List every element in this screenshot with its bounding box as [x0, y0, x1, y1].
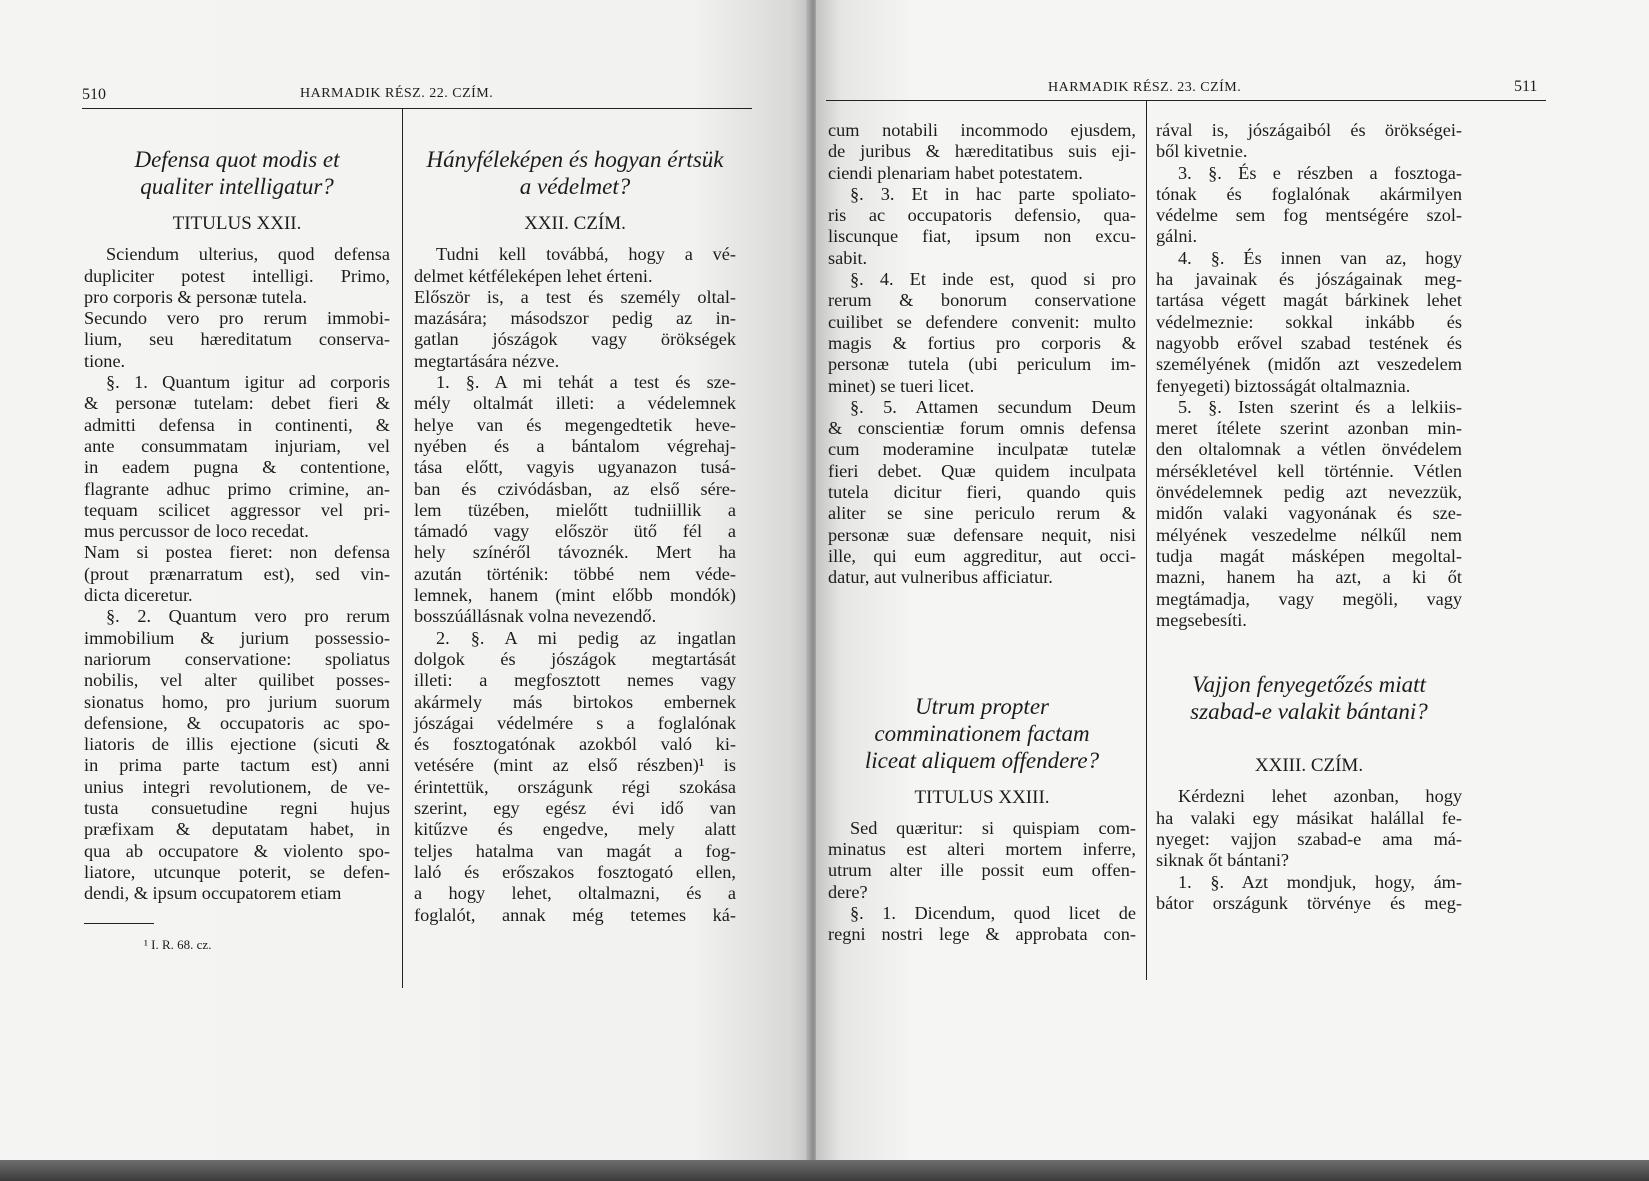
- text-line: lemnek, hanem (mint előbb mondók): [414, 585, 736, 606]
- text-line: tione.: [84, 350, 126, 371]
- text-line: cum notabili incommodo ejusdem,: [828, 120, 1136, 140]
- text-line: mazni, hanem ha azt, a ki őt: [1156, 567, 1462, 588]
- text-line: præfixam & deputatam habet, in: [84, 819, 390, 840]
- text-line: Tudni kell továbbá, hogy a vé-: [436, 244, 736, 265]
- text-line: personæ suæ defensare nequit, nisi: [828, 524, 1136, 545]
- latin-titulus: TITULUS XXII.: [172, 213, 302, 234]
- text-line: gatlan jószágok vagy örökségek: [414, 329, 736, 350]
- hungarian-text-bottom: [1156, 786, 1462, 914]
- text-line: nyében és a bántalom végrehaj-: [414, 435, 736, 456]
- text-line: qua ab occupatore & violento spo-: [84, 840, 390, 861]
- text-line: minatus est alteri mortem inferre,: [828, 839, 1136, 860]
- text-line: illeti: a megfosztott nemes vagy: [414, 670, 736, 691]
- text-line: rerum & bonorum conservatione: [828, 290, 1136, 311]
- text-line: Sciendum ulterius, quod defensa: [106, 244, 390, 265]
- text-line: in eadem pugna & contentione,: [84, 457, 390, 478]
- text-line: a hogy lehet, oltalmazni, és a: [414, 883, 736, 904]
- text-line: tónak és foglalónak akármilyen: [1156, 183, 1462, 204]
- text-line: de juribus & hæreditatibus suis eji-: [828, 141, 1136, 162]
- text-line: megtartására nézve.: [414, 350, 560, 371]
- text-line: §. 4. Et inde est, quod si pro: [850, 269, 1136, 290]
- text-line: helye van és megengedtetik heve-: [414, 414, 736, 435]
- text-line: 1. §. A mi tehát a test és sze-: [436, 372, 736, 393]
- text-line: defensione, & occupatoris ac spo-: [84, 712, 390, 733]
- hungarian-column-right: [1156, 120, 1462, 914]
- hungarian-column: [414, 146, 736, 926]
- text-line: ből kivetnie.: [1156, 141, 1248, 162]
- text-line: teljes hatalma van magát a fog-: [414, 840, 736, 861]
- text-line: ante consummatam injuriam, vel: [84, 435, 390, 456]
- left-page-number: 510: [82, 86, 106, 103]
- text-line: §. 5. Attamen secundum Deum: [850, 396, 1136, 417]
- text-line: foglalót, annak még tetemes ká-: [414, 904, 736, 925]
- text-line: tequam scilicet aggressor vel pri-: [84, 499, 390, 520]
- text-line: dicta diceretur.: [84, 585, 193, 606]
- right-page-number: 511: [1514, 78, 1538, 95]
- text-line: mus percussor de loco recedat.: [84, 521, 309, 542]
- text-line: den oltalomnak a vétlen önvédelem: [1156, 439, 1462, 460]
- text-line: és fosztogatónak azokból való ki-: [414, 734, 736, 755]
- right-running-header: HARMADIK RÉSZ. 23. CZÍM.: [1048, 80, 1242, 95]
- hungarian-text-top: [1156, 120, 1462, 631]
- text-line: Nam si postea fieret: non defensa: [84, 542, 390, 563]
- text-line: ris ac occupatoris defensio, qua-: [828, 205, 1136, 226]
- latin-column: [84, 146, 390, 955]
- text-line: liatore, utcunque poterit, se defen-: [84, 861, 390, 882]
- text-line: akármely más birtokos embernek: [414, 691, 736, 712]
- text-line: liscunque fiat, ipsum non excu-: [828, 226, 1136, 247]
- text-line: mérsékletével kell történnie. Vétlen: [1156, 460, 1462, 481]
- footnote-rule: [84, 923, 154, 924]
- right-page: [816, 0, 1649, 1181]
- right-header-rule: [826, 100, 1546, 101]
- text-line: nariorum conservatione: spoliatus: [84, 648, 390, 669]
- text-line: megtámadja, vagy megöli, vagy: [1156, 588, 1462, 609]
- text-line: lem tüzében, mielőtt tudniillik a: [414, 499, 736, 520]
- text-line: gálni.: [1156, 226, 1198, 247]
- hungarian-titulus: XXII. CZÍM.: [524, 213, 626, 234]
- text-line: 4. §. És innen van az, hogy: [1178, 247, 1462, 268]
- latin-titulus-right: TITULUS XXIII.: [914, 786, 1050, 808]
- text-line: 1. §. Azt mondjuk, hogy, ám-: [1178, 871, 1462, 892]
- text-line: támadó vagy először ütő fél a: [414, 521, 736, 542]
- text-line: dendi, & ipsum occupatorem etiam: [84, 883, 342, 904]
- text-line: 3. §. És e részben a fosztoga-: [1178, 162, 1462, 183]
- text-line: pro corporis & personæ tutela.: [84, 286, 307, 307]
- text-line: rával is, jószágaiból és örökségei-: [1156, 120, 1462, 140]
- text-line: Kérdezni lehet azonban, hogy: [1178, 786, 1462, 807]
- text-line: fenyegeti) biztosságát oltalmaznia.: [1156, 375, 1411, 396]
- text-line: delmet kétféleképen lehet érteni.: [414, 265, 653, 286]
- text-line: (prout prænarratum est), sed vin-: [84, 563, 390, 584]
- latin-text: [84, 244, 390, 904]
- text-line: azután történik: többé nem véde-: [414, 563, 736, 584]
- latin-heading: Defensa quot modis et qualiter intelligatur?: [134, 147, 340, 199]
- text-line: mélyének veszedelme nélkűl nem: [1156, 524, 1462, 545]
- text-line: dupliciter potest intelligi. Primo,: [84, 265, 390, 286]
- text-line: mazására; másodszor pedig az in-: [414, 308, 736, 329]
- text-line: midőn valaki vagyonának és sze-: [1156, 503, 1462, 524]
- text-line: Sed quæritur: si quispiam com-: [850, 817, 1136, 838]
- text-line: nyeget: vajjon szabad-e ama má-: [1156, 829, 1462, 850]
- text-line: flagrante adhuc primo crimine, an-: [84, 478, 390, 499]
- hungarian-titulus-right: XXIII. CZÍM.: [1254, 755, 1364, 777]
- text-line: fieri debet. Quæ quidem inculpata: [828, 460, 1136, 481]
- text-line: nobilis, vel alter quilibet posses-: [84, 670, 390, 691]
- hungarian-heading-right: Vajjon fenyegetőzés miatt szabad-e valakit bántani?: [1190, 672, 1428, 725]
- left-header-rule: [82, 108, 752, 109]
- text-line: szerint, egy egész évi idő van: [414, 798, 736, 819]
- latin-text-top: [828, 120, 1136, 589]
- text-line: bátor országunk törvénye és meg-: [1156, 892, 1462, 913]
- left-running-header: HARMADIK RÉSZ. 22. CZÍM.: [300, 86, 494, 101]
- text-line: §. 2. Quantum vero pro rerum: [106, 606, 390, 627]
- right-column-divider: [1146, 100, 1147, 980]
- text-line: tartása végett magát bárkinek lehet: [1156, 290, 1462, 311]
- text-line: nagyobb erővel szabad testének és: [1156, 332, 1462, 353]
- text-line: meret ítélete szerint azonban min-: [1156, 418, 1462, 439]
- text-line: tutela dicitur fieri, quando quis: [828, 482, 1136, 503]
- text-line: önvédelemnek pedig azt nevezzük,: [1156, 482, 1462, 503]
- text-line: hely színéről távoznék. Mert ha: [414, 542, 736, 563]
- text-line: 5. §. Isten szerint és a lelkiis-: [1178, 396, 1462, 417]
- text-line: ban és czivódásban, az első sére-: [414, 478, 736, 499]
- text-line: tudja magát másképen megoltal-: [1156, 545, 1462, 566]
- hungarian-heading: Hányféleképen és hogyan értsük a védelmet?: [426, 147, 724, 199]
- text-line: sionatus homo, pro jurium suorum: [84, 691, 390, 712]
- text-line: jószágai védelmére s a foglalónak: [414, 712, 736, 733]
- left-column-divider: [402, 108, 403, 988]
- text-line: cum moderamine inculpatæ tutelæ: [828, 439, 1136, 460]
- text-line: lium, seu hæreditatum conserva-: [84, 329, 390, 350]
- latin-heading-right: Utrum propter comminationem factam liceat aliquem offendere?: [864, 693, 1100, 773]
- text-line: védelme sem fog mentségére szol-: [1156, 205, 1462, 226]
- text-line: immobilium & jurium possessio-: [84, 627, 390, 648]
- text-line: kitűzve és engedve, mely alatt: [414, 819, 736, 840]
- text-line: vetésére (mint az első részben)¹ is: [414, 755, 736, 776]
- text-line: & personæ tutelam: debet fieri &: [84, 393, 390, 414]
- text-line: §. 3. Et in hac parte spoliato-: [850, 183, 1136, 204]
- hungarian-text: [414, 244, 736, 926]
- text-line: 2. §. A mi pedig az ingatlan: [436, 627, 736, 648]
- text-line: siknak őt bántani?: [1156, 850, 1290, 871]
- text-line: Secundo vero pro rerum immobi-: [84, 308, 390, 329]
- text-line: minet) se tueri licet.: [828, 375, 975, 396]
- text-line: unius integri revolutionem, de ve-: [84, 776, 390, 797]
- text-line: érintettük, országunk régi szokása: [414, 776, 736, 797]
- text-line: sabit.: [828, 247, 868, 268]
- text-line: Először is, a test és személy oltal-: [414, 286, 736, 307]
- book-bottom-edge: [0, 1160, 1649, 1181]
- text-line: in prima parte tactum est) anni: [84, 755, 390, 776]
- text-line: ha valaki egy másikat halállal fe-: [1156, 807, 1462, 828]
- text-line: dere?: [828, 881, 868, 902]
- text-line: datur, aut vulneribus afficiatur.: [828, 567, 1053, 588]
- text-line: aliter se sine periculo rerum &: [828, 503, 1136, 524]
- text-line: utrum alter ille possit eum offen-: [828, 860, 1136, 881]
- text-line: tusta consuetudine regni hujus: [84, 798, 390, 819]
- text-line: ille, qui eum aggreditur, aut occi-: [828, 545, 1136, 566]
- text-line: személyének (midőn azt veszedelem: [1156, 354, 1462, 375]
- text-line: & conscientiæ forum omnis defensa: [828, 418, 1136, 439]
- text-line: cuilibet se defendere convenit: multo: [828, 311, 1136, 332]
- text-line: magis & fortius pro corporis &: [828, 332, 1136, 353]
- text-line: laló és erőszakos fosztogató ellen,: [414, 861, 736, 882]
- text-line: ha javainak és jószágainak meg-: [1156, 269, 1462, 290]
- footnote: ¹ I. R. 68. cz.: [144, 936, 212, 952]
- text-line: védelmeznie: sokkal inkább és: [1156, 311, 1462, 332]
- text-line: dolgok és jószágok megtartását: [414, 648, 736, 669]
- latin-text-bottom: [828, 818, 1136, 946]
- latin-column-right: [828, 120, 1136, 946]
- text-line: bosszúállásnak volna nevezendő.: [414, 606, 657, 627]
- text-line: ciendi plenariam habet potestatem.: [828, 162, 1083, 183]
- text-line: megsebesíti.: [1156, 609, 1247, 630]
- text-line: personæ tutela (ubi periculum im-: [828, 354, 1136, 375]
- text-line: §. 1. Dicendum, quod licet de: [850, 903, 1136, 924]
- left-page: [0, 0, 814, 1181]
- text-line: §. 1. Quantum igitur ad corporis: [106, 372, 390, 393]
- text-line: admitti defensa in continenti, &: [84, 414, 390, 435]
- text-line: tása előtt, vagyis ugyanazon tusá-: [414, 457, 736, 478]
- text-line: liatoris de illis ejectione (sicuti &: [84, 734, 390, 755]
- text-line: regni nostri lege & approbata con-: [828, 924, 1136, 945]
- text-line: mély oltalmát illeti: a védelemnek: [414, 393, 736, 414]
